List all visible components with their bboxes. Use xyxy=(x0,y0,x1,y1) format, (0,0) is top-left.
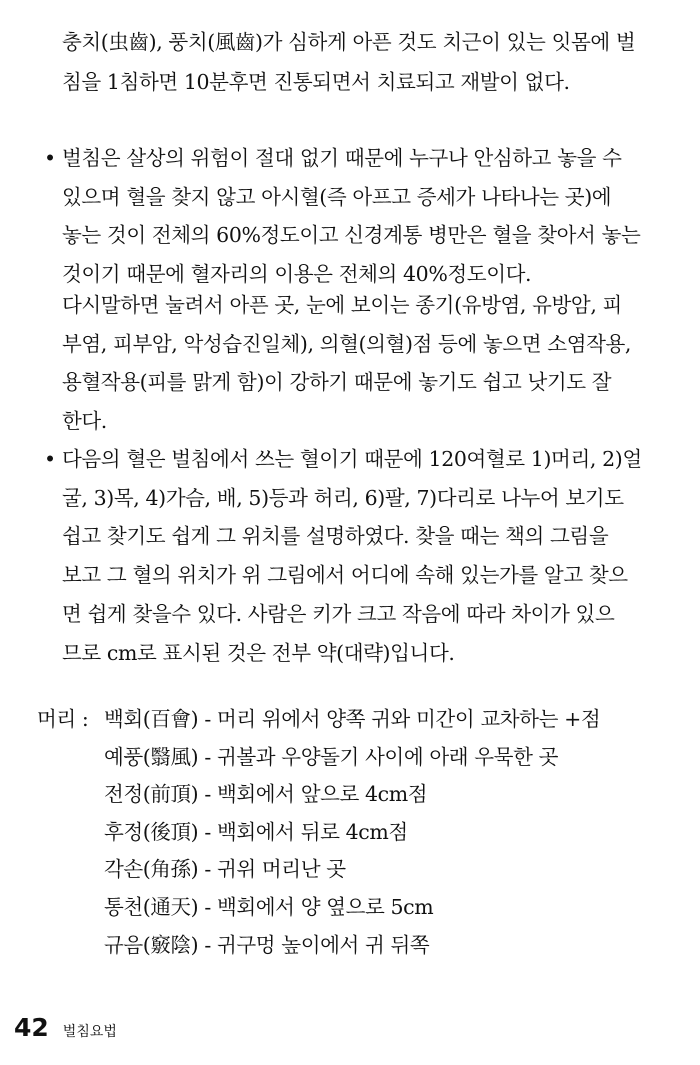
text-line: 충치(虫齒), 풍치(風齒)가 심하게 아픈 것도 치근이 있는 잇몸에 벌 xyxy=(62,30,636,54)
page-number: 42 xyxy=(14,1013,49,1042)
text-line: 면 쉽게 찾을수 있다. 사람은 키가 크고 작음에 따라 차이가 있으 xyxy=(62,601,615,626)
text-line: 놓는 것이 전체의 60%정도이고 신경계통 병만은 혈을 찾아서 놓는 xyxy=(62,223,641,248)
text-line: 한다. xyxy=(62,408,107,433)
bullet-dot-icon: • xyxy=(44,146,56,170)
text-line: • 다음의 혈은 벌침에서 쓰는 혈이기 때문에 120여혈로 1)머리, 2)얼 xyxy=(44,440,642,479)
text-line: 있으며 혈을 찾지 않고 아시혈(즉 아프고 증세가 나타나는 곳)에 xyxy=(62,184,612,209)
sub-paragraph xyxy=(62,286,631,440)
acupoint-list xyxy=(104,701,600,964)
acupoint-item: 규음(竅陰) - 귀구멍 높이에서 귀 뒤쪽 xyxy=(104,932,430,957)
text-line: 므로 cm로 표시된 것은 전부 약(대략)입니다. xyxy=(62,640,455,665)
text-line: 다시말하면 눌려서 아픈 곳, 눈에 보이는 종기(유방염, 유방암, 피 xyxy=(62,293,622,317)
acupoint-item: 각손(角孫) - 귀위 머리난 곳 xyxy=(104,857,346,882)
acupoint-category-label: 머리 : xyxy=(37,707,89,731)
acupoint-item: 전정(前頂) - 백회에서 앞으로 4cm점 xyxy=(104,782,428,807)
text-line: • 벌침은 살상의 위험이 절대 없기 때문에 누구나 안심하고 놓을 수 xyxy=(44,139,640,178)
text-line: 굴, 3)목, 4)가슴, 배, 5)등과 허리, 6)팔, 7)다리로 나누어 보기도 xyxy=(62,485,624,510)
acupoint-item: 통천(通天) - 백회에서 양 옆으로 5cm xyxy=(104,894,434,919)
intro-paragraph xyxy=(62,22,635,102)
text-line: 부염, 피부암, 악성습진일체), 의혈(의혈)점 등에 놓으면 소염작용, xyxy=(62,331,632,356)
acupoint-item: 백회(百會) - 머리 위에서 양쪽 귀와 미간이 교차하는 +점 xyxy=(104,707,601,731)
bullet-paragraph-2 xyxy=(44,440,642,672)
acupoint-item: 후정(後頂) - 백회에서 뒤로 4cm점 xyxy=(104,819,408,844)
acupoint-item: 예풍(翳風) - 귀볼과 우양돌기 사이에 아래 우묵한 곳 xyxy=(104,744,558,769)
text-line: 보고 그 혈의 위치가 위 그림에서 어디에 속해 있는가를 알고 찾으 xyxy=(62,563,628,588)
running-head: 벌침요법 xyxy=(62,1024,117,1040)
text-line: 것이기 때문에 혈자리의 이용은 전체의 40%정도이다. xyxy=(62,262,532,287)
page-footer xyxy=(14,1013,117,1042)
bullet-dot-icon: • xyxy=(44,447,56,471)
text-line: 용혈작용(피를 맑게 함)이 강하기 때문에 놓기도 쉽고 낫기도 잘 xyxy=(62,370,612,394)
text-line: 침을 1침하면 10분후면 진통되면서 치료되고 재발이 없다. xyxy=(62,70,570,94)
bullet-paragraph-1 xyxy=(44,139,640,294)
text-line: 쉽고 찾기도 쉽게 그 위치를 설명하였다. 찾을 때는 책의 그림을 xyxy=(62,524,609,549)
